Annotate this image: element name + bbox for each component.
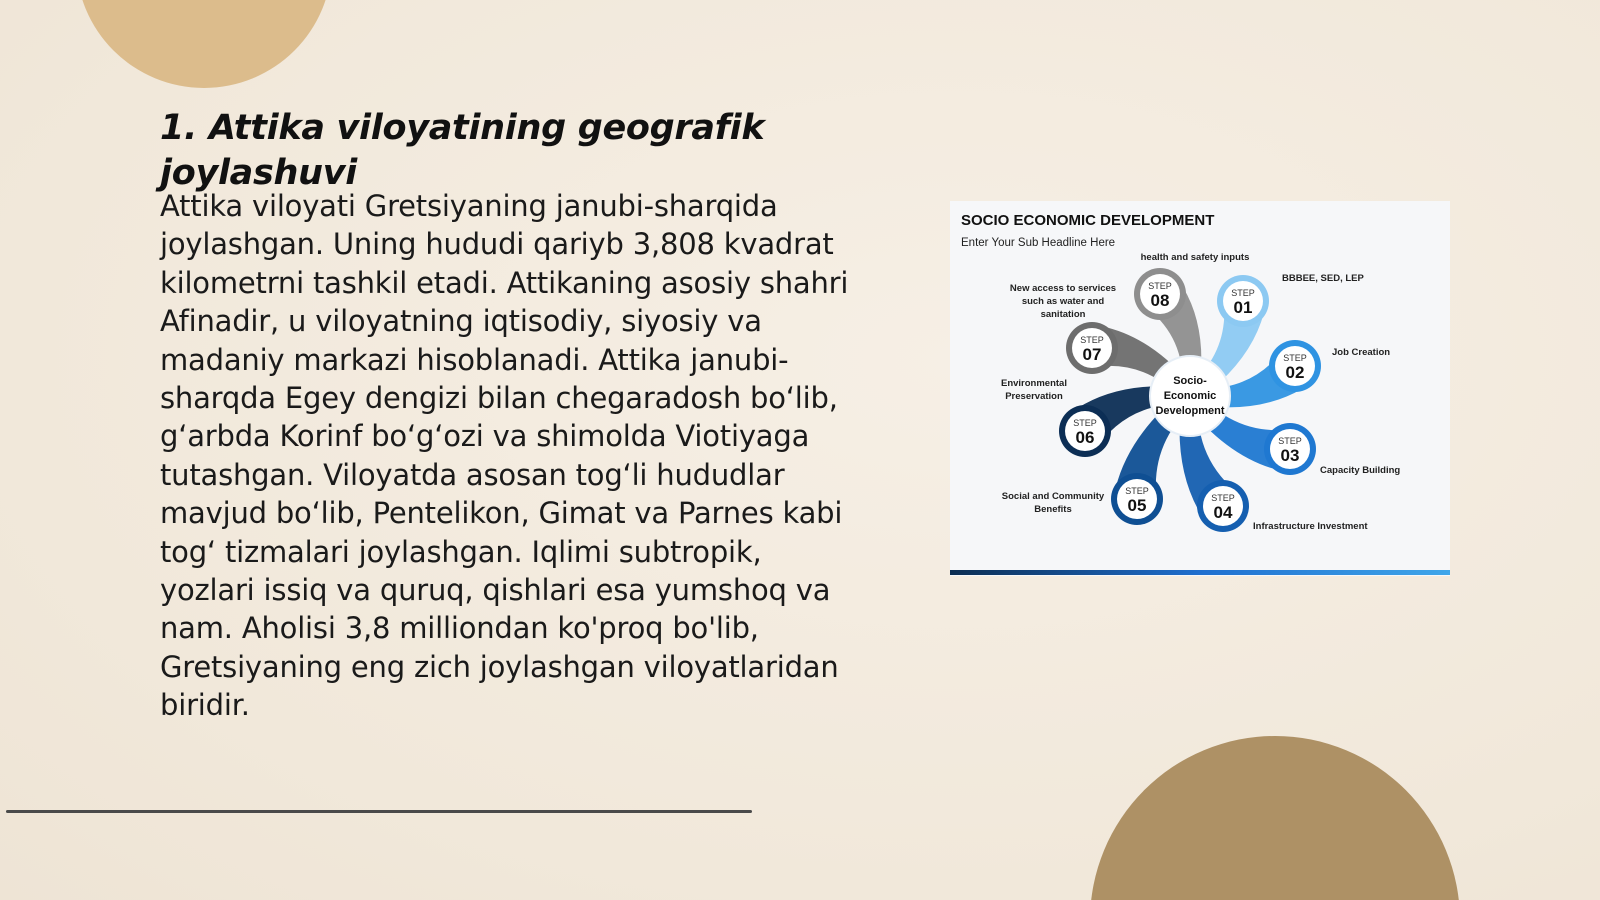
step-number-07: 07 [1082, 345, 1102, 364]
center-label: Development [1155, 405, 1225, 417]
step-label-03: Capacity Building [1320, 465, 1401, 476]
step-number-04: 04 [1213, 503, 1233, 522]
socio-economic-infographic [950, 201, 1450, 576]
step-word-08: STEP [1148, 281, 1172, 291]
step-label-07: sanitation [1040, 309, 1086, 320]
infographic-subtitle: Enter Your Sub Headline Here [961, 237, 1116, 249]
step-number-03: 03 [1280, 446, 1300, 465]
step-label-08: health and safety inputs [1140, 252, 1250, 263]
step-word-01: STEP [1231, 288, 1255, 298]
step-badge-05 [1111, 473, 1163, 525]
step-word-07: STEP [1080, 335, 1104, 345]
step-badge-02 [1269, 340, 1321, 392]
center-label: Economic [1163, 390, 1217, 402]
step-label-05: Benefits [1034, 504, 1072, 515]
center-hub [1150, 356, 1230, 436]
step-label-04: Infrastructure Investment [1253, 521, 1368, 532]
step-number-02: 02 [1285, 363, 1305, 382]
step-badge-07 [1066, 322, 1118, 374]
step-label-06: Environmental [1001, 378, 1067, 389]
step-word-06: STEP [1073, 418, 1097, 428]
infographic-title: SOCIO ECONOMIC DEVELOPMENT [961, 212, 1215, 229]
step-badge-03 [1264, 423, 1316, 475]
step-label-06: Preservation [1005, 391, 1063, 402]
step-word-02: STEP [1283, 353, 1307, 363]
step-badge-01 [1217, 275, 1269, 327]
infographic-canvas [950, 201, 1450, 576]
step-label-05: Social and Community [1001, 491, 1105, 502]
step-badge-04 [1197, 480, 1249, 532]
slide-body-text: Attika viloyati Gretsiyaning janubi-sharqida joylashgan. Uning hududi qariyb 3,808 kvadrat kilometrni tashkil etadi. Attikaning asosiy shahri Afinadir, u viloyatning iqtisodiy, siyosiy va madaniy markazi hisoblanadi. Attika janubi-sharqda Egey dengizi bilan chegaradosh bo‘lib, g‘arbda Korinf bo‘g‘ozi va shimolda Viotiyaga tutashgan. Viloyatda asosan tog‘li hududlar mavjud bo‘lib, Pentelikon, Gimat va Parnes kabi tog‘ tizmalari joylashgan. Iqlimi subtropik, yozlari issiq va quruq, qishlari esa yumshoq va nam. Aholisi 3,8 milliondan ko'proq bo'lib, Gretsiyaning eng zich joylashgan viloyatlaridan biridir. [160, 189, 849, 723]
center-label: Socio- [1173, 375, 1207, 387]
step-label-01: BBBEE, SED, LEP [1282, 273, 1364, 284]
divider-line [6, 810, 752, 813]
step-label-07: such as water and [1021, 296, 1105, 307]
step-badge-08 [1134, 268, 1186, 320]
step-label-02: Job Creation [1332, 347, 1391, 358]
decorative-circle-bottom [1090, 736, 1460, 900]
step-label-07: New access to services [1009, 283, 1117, 294]
step-number-08: 08 [1150, 291, 1170, 310]
step-number-05: 05 [1127, 496, 1147, 515]
step-number-01: 01 [1233, 298, 1253, 317]
accent-bar [950, 570, 1450, 575]
slide-title: 1. Attika viloyatining geografik joylashuvi [160, 108, 765, 193]
bottom-accent-bar [950, 570, 1450, 575]
step-word-03: STEP [1278, 436, 1302, 446]
step-word-05: STEP [1125, 486, 1149, 496]
decorative-circle-top [76, 0, 332, 88]
step-number-06: 06 [1075, 428, 1095, 447]
step-badge-06 [1059, 405, 1111, 457]
step-word-04: STEP [1211, 493, 1235, 503]
